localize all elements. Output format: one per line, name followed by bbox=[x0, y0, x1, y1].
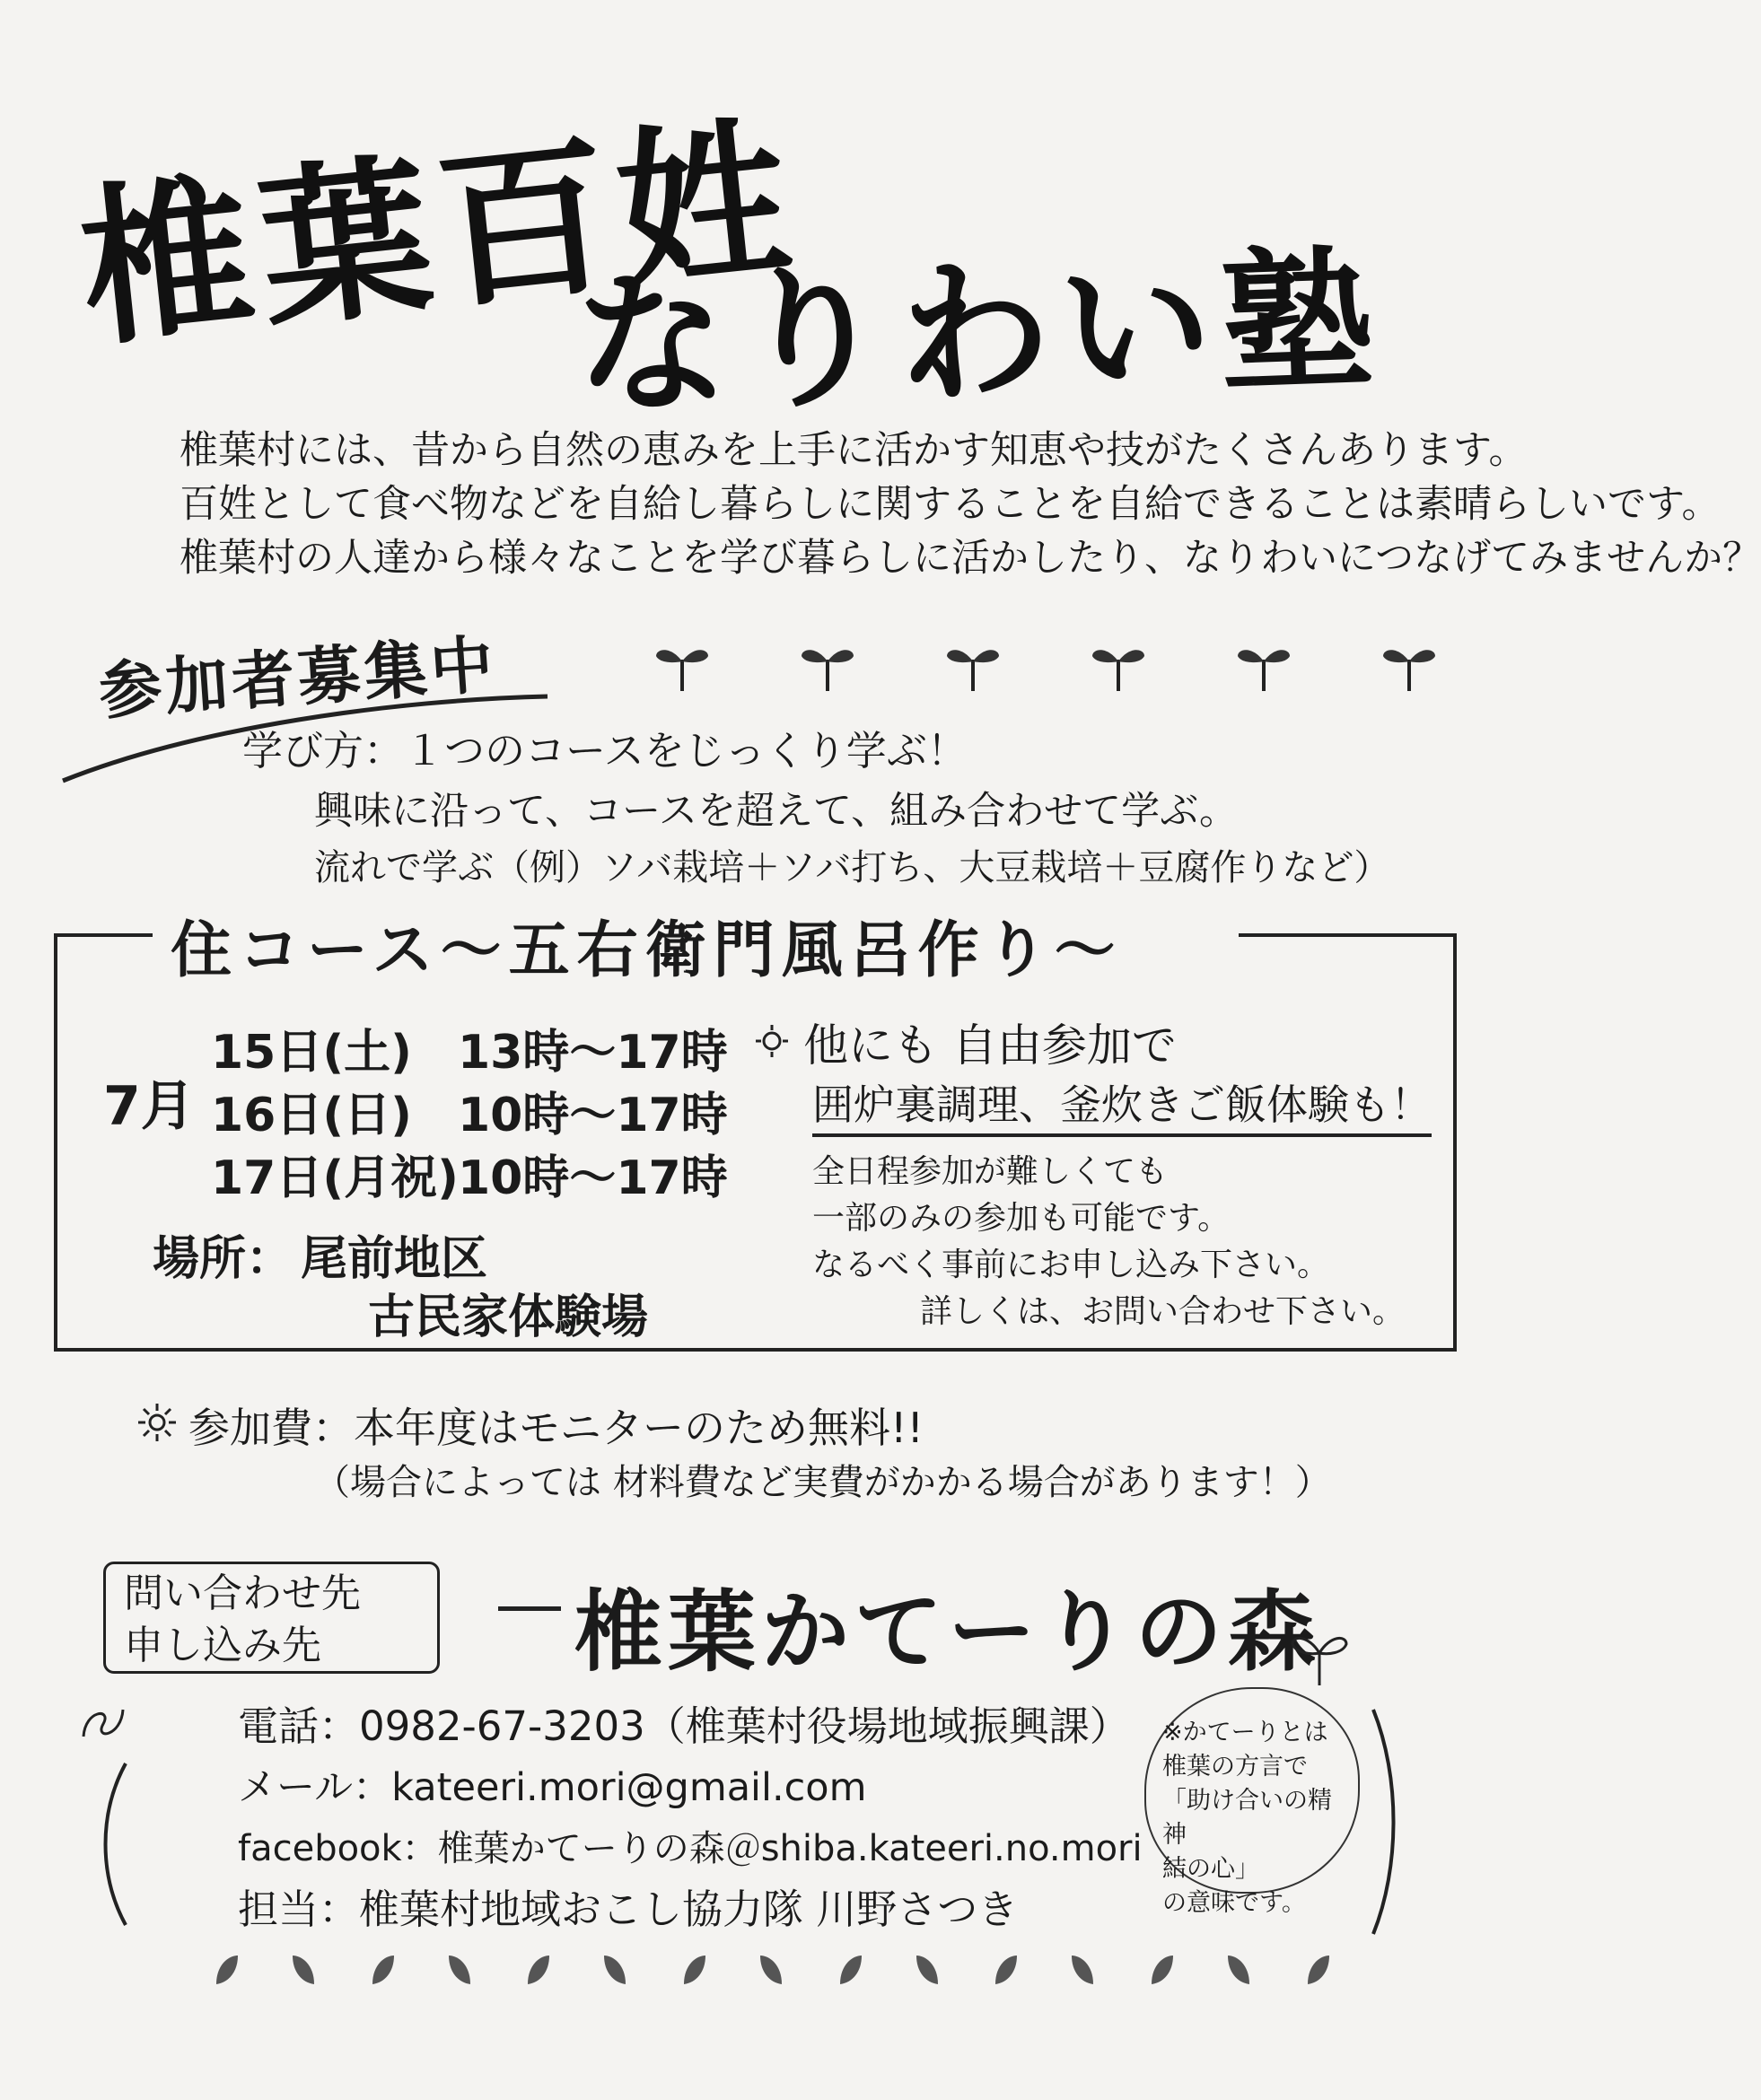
leaf-icon bbox=[1146, 1952, 1177, 1988]
contact-facebook: facebook：椎葉かてーりの森＠shiba.kateeri.no.mori bbox=[238, 1828, 1143, 1869]
side-note-line: 結の心」 bbox=[1162, 1855, 1259, 1883]
leaf-row bbox=[211, 1952, 1333, 2006]
contact-person: 担当：椎葉村地域おこし協力隊 川野さつき bbox=[238, 1886, 1019, 1933]
recruit-heading: 参加者募集中 bbox=[96, 627, 500, 729]
fee-note: （場合によっては 材料費など実費がかかる場合があります！） bbox=[314, 1462, 1331, 1503]
leaf-icon bbox=[913, 1952, 943, 1988]
sprout-row bbox=[651, 633, 1441, 704]
course-note bbox=[812, 1149, 1405, 1335]
leaf-icon bbox=[445, 1952, 476, 1988]
intro-line: 百姓として食べ物などを自給し暮らしに関することを自給できることは素晴らしいです。 bbox=[180, 482, 1721, 527]
bracket-right bbox=[1369, 1705, 1405, 1938]
leaf-icon bbox=[757, 1952, 787, 1988]
box-top-rule bbox=[1239, 933, 1453, 937]
place-line1: 尾前地区 bbox=[301, 1232, 488, 1286]
leaf-icon bbox=[289, 1952, 320, 1988]
leaf-icon bbox=[522, 1952, 553, 1988]
sprout-icon bbox=[796, 633, 859, 696]
extra-line1: 他にも 自由参加で bbox=[803, 1019, 1177, 1072]
leaf-icon bbox=[211, 1952, 241, 1988]
leaf-icon bbox=[1302, 1952, 1333, 1988]
schedule-day: 15日(土) bbox=[211, 1026, 412, 1080]
leaf-icon bbox=[835, 1952, 865, 1988]
side-note bbox=[1144, 1687, 1360, 1917]
contact-label-line2: 申し込み先 bbox=[124, 1623, 321, 1668]
leaf-scribble-icon bbox=[76, 1701, 130, 1746]
sprout-icon bbox=[1378, 633, 1441, 696]
place-line2: 古民家体験場 bbox=[368, 1291, 649, 1344]
side-note-line: 「助け合いの精神 bbox=[1162, 1787, 1332, 1849]
schedule-time: 10時～17時 bbox=[458, 1151, 728, 1205]
box-top-rule bbox=[54, 933, 153, 937]
howto-line2: 興味に沿って、コースを超えて、組み合わせて学ぶ。 bbox=[314, 789, 1238, 834]
leaf-icon bbox=[600, 1952, 631, 1988]
leaf-icon bbox=[367, 1952, 398, 1988]
page-title-line1: 椎葉百姓 bbox=[71, 95, 807, 371]
contact-mail: メール：kateeri.mori@gmail.com bbox=[238, 1765, 867, 1810]
leaf-icon bbox=[1224, 1952, 1255, 1988]
org-name: 椎葉かてーりの森 bbox=[574, 1580, 1322, 1684]
bracket-left bbox=[94, 1759, 130, 1929]
contact-label-line1: 問い合わせ先 bbox=[124, 1571, 361, 1616]
sprout-icon bbox=[1087, 633, 1150, 696]
howto-line3: 流れで学ぶ（例）ソバ栽培＋ソバ打ち、大豆栽培＋豆腐作りなど） bbox=[314, 847, 1390, 888]
page-title-line2: なりわい塾 bbox=[572, 229, 1386, 437]
course-note-line: 一部のみの参加も可能です。 bbox=[812, 1200, 1231, 1237]
side-note-line: の意味です。 bbox=[1162, 1889, 1306, 1917]
side-note-line: ※かてーりとは bbox=[1162, 1719, 1328, 1746]
course-note-line: 詳しくは、お問い合わせ下さい。 bbox=[920, 1293, 1406, 1330]
howto-line1: 学び方：１つのコースをじっくり学ぶ！ bbox=[242, 727, 968, 774]
intro-text bbox=[180, 422, 1761, 587]
flower-icon bbox=[135, 1400, 180, 1445]
schedule-month: 7月 bbox=[103, 1075, 195, 1138]
leaf-icon bbox=[679, 1952, 709, 1988]
sprout-icon bbox=[942, 633, 1004, 696]
contact-phone: 電話：0982-67-3203（椎葉村役場地域振興課） bbox=[238, 1702, 1130, 1750]
schedule-day: 16日(日) bbox=[211, 1089, 412, 1142]
intro-line: 椎葉村には、昔から自然の恵みを上手に活かす知恵や技がたくさんあります。 bbox=[180, 428, 1528, 473]
contact-details bbox=[238, 1696, 1143, 1940]
leaf-icon bbox=[990, 1952, 1021, 1988]
course-note-line: なるべく事前にお申し込み下さい。 bbox=[812, 1247, 1330, 1283]
contact-label-box bbox=[103, 1562, 440, 1674]
schedule-time: 13時～17時 bbox=[458, 1026, 728, 1080]
fee-text: 参加費：本年度はモニターのため無料!! bbox=[188, 1404, 924, 1452]
dash-mark bbox=[498, 1606, 561, 1611]
sprout-icon bbox=[1232, 633, 1295, 696]
extra-line2: 囲炉裏調理、釜炊きご飯体験も！ bbox=[812, 1072, 1432, 1137]
side-note-line: 椎葉の方言で bbox=[1162, 1753, 1308, 1781]
sprout-icon bbox=[651, 633, 714, 696]
course-title: 住コース～五右衛門風呂作り～ bbox=[171, 915, 1123, 986]
course-note-line: 全日程参加が難しくても bbox=[812, 1153, 1169, 1190]
leaf-icon bbox=[1068, 1952, 1099, 1988]
sparkle-icon bbox=[754, 1023, 790, 1059]
schedule-day: 17日(月祝) bbox=[211, 1151, 459, 1205]
intro-line: 椎葉村の人達から様々なことを学び暮らしに活かしたり、なりわいにつなげてみませんか？ bbox=[180, 536, 1761, 581]
schedule-time: 10時～17時 bbox=[458, 1089, 728, 1142]
place-label: 場所： bbox=[153, 1232, 294, 1286]
sprout-icon bbox=[1284, 1615, 1355, 1687]
